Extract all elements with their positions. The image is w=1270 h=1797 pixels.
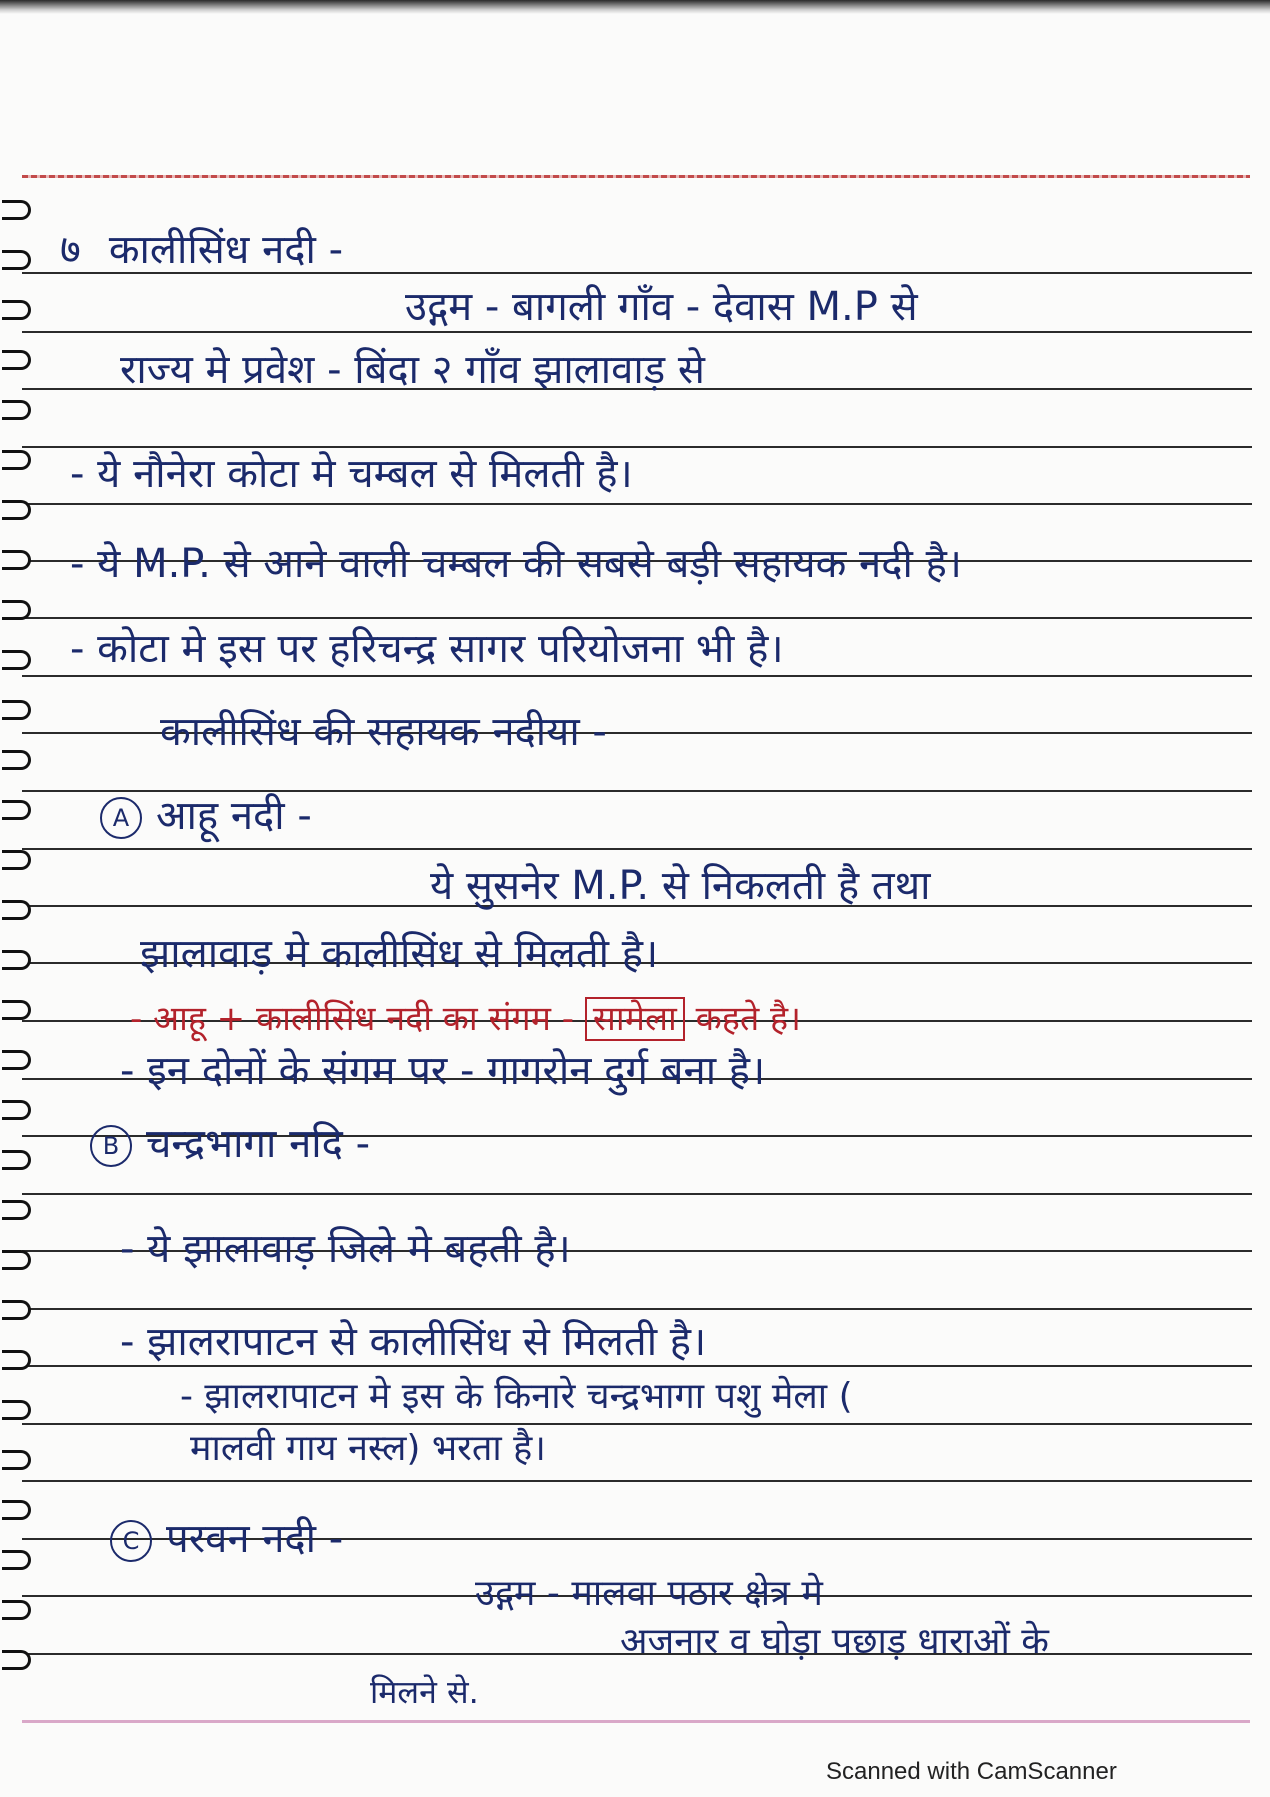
spiral-ring [2,350,31,370]
spiral-ring [2,1000,31,1020]
point-3: - कोटा मे इस पर हरिचन्द्र सागर परियोजना भी है। [70,626,784,672]
spiral-ring [2,1200,31,1220]
spiral-ring [2,1600,31,1620]
heading-line [60,226,343,274]
section-a-title-text: आहू नदी - [156,793,312,839]
ruled-line [22,1193,1252,1195]
spiral-ring [2,850,31,870]
spiral-ring [2,500,31,520]
section-b-marker: B [90,1125,132,1167]
ruled-line [22,1480,1252,1482]
heading-text: कालीसिंध नदी - [108,227,344,273]
section-a-line-1: ये सुसनेर M.P. से निकलती है तथा [430,863,931,909]
ruled-line [22,446,1252,448]
point-1: - ये नौनेरा कोटा मे चम्बल से मिलती है। [70,451,633,497]
section-c-line-3: मिलने से. [370,1673,479,1711]
ruled-line [22,503,1252,505]
spiral-ring [2,400,31,420]
spiral-ring [2,800,31,820]
ruled-line [22,675,1252,677]
section-c-title-text: परवन नदी - [166,1516,344,1562]
section-c-title [110,1515,343,1563]
spiral-ring [2,600,31,620]
ruled-line [22,1308,1252,1310]
bottom-margin-line [22,1720,1250,1723]
section-b-line-1: - ये झालावाड़ जिले मे बहती है। [120,1226,571,1272]
section-b-line-4: मालवी गाय नस्ल) भरता है। [190,1428,546,1469]
spiral-ring [2,300,31,320]
spiral-ring [2,750,31,770]
spiral-ring [2,1550,31,1570]
scanner-watermark: Scanned with CamScanner [826,1758,1117,1785]
spiral-ring [2,900,31,920]
red-note-boxed: सामेला [585,997,685,1041]
red-note-prefix: - आहू + कालीसिंध नदी का संगम - [130,999,575,1039]
section-c-line-1: उद्गम - मालवा पठार क्षेत्र मे [475,1573,823,1614]
spiral-ring [2,1100,31,1120]
entry-line: राज्य मे प्रवेश - बिंदा २ गाँव झालावाड़ से [120,347,705,393]
spiral-ring [2,450,31,470]
section-a-title [100,792,312,840]
spiral-ring [2,1300,31,1320]
spiral-ring [2,700,31,720]
ruled-line [22,848,1252,850]
section-a-red-note [130,995,801,1043]
spiral-ring [2,1650,31,1670]
ruled-line [22,617,1252,619]
section-c-line-2: अजनार व घोड़ा पछाड़ धाराओं के [620,1621,1049,1662]
section-a-line-3: - इन दोनों के संगम पर - गागरोन दुर्ग बना है। [120,1048,766,1094]
top-margin-line [22,175,1250,178]
scan-top-edge [0,0,1270,14]
ruled-line [22,331,1252,333]
section-b-title [90,1120,370,1168]
section-b-title-text: चन्द्रभागा नदि - [146,1121,371,1167]
section-b-line-2: - झालरापाटन से कालीसिंध से मिलती है। [120,1319,707,1365]
spiral-ring [2,1350,31,1370]
section-a-marker: A [100,797,142,839]
point-2: - ये M.P. से आने वाली चम्बल की सबसे बड़ी सहायक नदी है। [70,541,962,587]
spiral-ring [2,950,31,970]
tributaries-title: कालीसिंध की सहायक नदीया - [160,709,607,755]
section-c-marker: C [110,1520,152,1562]
spiral-ring [2,1050,31,1070]
red-note-suffix: कहते है। [695,999,801,1039]
spiral-ring [2,250,31,270]
spiral-ring [2,550,31,570]
spiral-ring [2,650,31,670]
origin-line: उद्गम - बागली गाँव - देवास M.P से [405,284,918,330]
spiral-ring [2,1500,31,1520]
spiral-ring [2,1250,31,1270]
spiral-ring [2,200,31,220]
section-b-line-3: - झालरापाटन मे इस के किनारे चन्द्रभागा पशु मेला ( [180,1376,853,1417]
spiral-ring [2,1150,31,1170]
spiral-ring [2,1450,31,1470]
section-a-line-2: झालावाड़ मे कालीसिंध से मिलती है। [140,931,659,977]
spiral-ring [2,1400,31,1420]
heading-marker: ७ [60,227,81,273]
